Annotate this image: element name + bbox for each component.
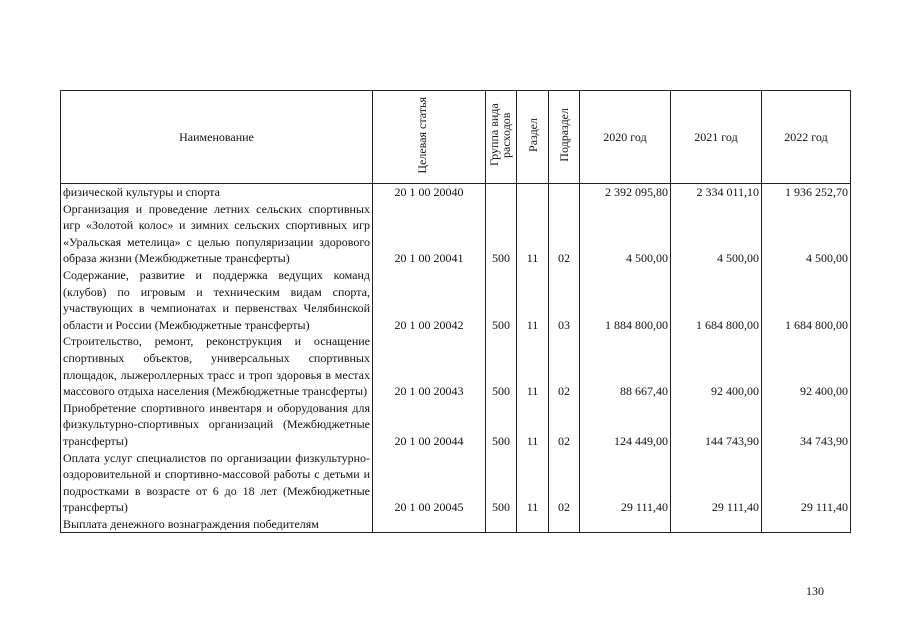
header-2020: 2020 год	[580, 91, 671, 184]
row-subsection-cell: 02	[549, 400, 580, 450]
row-group-cell: 500	[486, 333, 517, 399]
row-group-cell: 500	[486, 450, 517, 516]
row-code-cell: 20 1 00 20041	[373, 201, 486, 267]
row-group-cell	[486, 184, 517, 201]
row-2020-cell: 88 667,40	[580, 333, 671, 399]
row-2021-cell: 4 500,00	[671, 201, 762, 267]
row-2021-cell: 2 334 011,10	[671, 184, 762, 201]
header-name: Наименование	[61, 91, 373, 184]
row-code-cell: 20 1 00 20043	[373, 333, 486, 399]
row-2022-cell: 1 936 252,70	[762, 184, 851, 201]
row-section-cell: 11	[517, 267, 549, 333]
row-group-cell: 500	[486, 400, 517, 450]
row-name-cell: Содержание, развитие и поддержка ведущих команд (клубов) по игровым и техническим видам спорта, участвующих в чемпионатах и первенствах Челябинской области и России (Межбюджетные трансферты)	[61, 267, 373, 333]
budget-table	[60, 90, 851, 533]
header-group: Группа вида расходов	[486, 91, 517, 184]
row-group-cell: 500	[486, 267, 517, 333]
row-section-cell: 11	[517, 333, 549, 399]
header-2021: 2021 год	[671, 91, 762, 184]
table-row	[61, 400, 851, 450]
row-2020-cell: 2 392 095,80	[580, 184, 671, 201]
table-row	[61, 184, 851, 201]
row-group-cell	[486, 516, 517, 533]
row-subsection-cell: 02	[549, 333, 580, 399]
row-2020-cell: 29 111,40	[580, 450, 671, 516]
row-name-cell: физической культуры и спорта	[61, 184, 373, 201]
row-subsection-cell	[549, 516, 580, 533]
row-2021-cell	[671, 516, 762, 533]
table-row	[61, 450, 851, 516]
header-row	[61, 91, 851, 184]
row-subsection-cell	[549, 184, 580, 201]
row-name-cell: Строительство, ремонт, реконструкция и оснащение спортивных объектов, универсальных спортивных площадок, лыжероллерных трасс и троп здоровья в местах массового отдыха населения (Межбюджетные трансферты)	[61, 333, 373, 399]
row-2021-cell: 92 400,00	[671, 333, 762, 399]
row-2022-cell	[762, 516, 851, 533]
table-row	[61, 333, 851, 399]
row-2021-cell: 29 111,40	[671, 450, 762, 516]
row-subsection-cell: 02	[549, 201, 580, 267]
row-2022-cell: 92 400,00	[762, 333, 851, 399]
row-section-cell	[517, 516, 549, 533]
row-code-cell	[373, 516, 486, 533]
row-2021-cell: 1 684 800,00	[671, 267, 762, 333]
header-subsection: Подраздел	[549, 91, 580, 184]
row-2020-cell	[580, 516, 671, 533]
row-2020-cell: 4 500,00	[580, 201, 671, 267]
row-section-cell: 11	[517, 201, 549, 267]
header-target: Целевая статья	[373, 91, 486, 184]
row-section-cell	[517, 184, 549, 201]
row-group-cell: 500	[486, 201, 517, 267]
row-name-cell: Приобретение спортивного инвентаря и оборудования для физкультурно-спортивных организаций (Межбюджетные трансферты)	[61, 400, 373, 450]
table-row	[61, 516, 851, 533]
row-code-cell: 20 1 00 20042	[373, 267, 486, 333]
row-2022-cell: 4 500,00	[762, 201, 851, 267]
row-section-cell: 11	[517, 450, 549, 516]
row-name-cell: Организация и проведение летних сельских спортивных игр «Золотой колос» и зимних сельских спортивных игр «Уральская метелица» с целью популяризации здорового образа жизни (Межбюджетные трансферты)	[61, 201, 373, 267]
header-2022: 2022 год	[762, 91, 851, 184]
row-name-cell: Оплата услуг специалистов по организации физкультурно-оздоровительной и спортивно-массовой работы с детьми и подростками в возрасте от 6 до 18 лет (Межбюджетные трансферты)	[61, 450, 373, 516]
row-name-cell: Выплата денежного вознаграждения победителям	[61, 516, 373, 533]
row-2020-cell: 124 449,00	[580, 400, 671, 450]
row-subsection-cell: 03	[549, 267, 580, 333]
row-2022-cell: 29 111,40	[762, 450, 851, 516]
table-row	[61, 201, 851, 267]
row-code-cell: 20 1 00 20045	[373, 450, 486, 516]
row-subsection-cell: 02	[549, 450, 580, 516]
row-2021-cell: 144 743,90	[671, 400, 762, 450]
row-code-cell: 20 1 00 20044	[373, 400, 486, 450]
table-row	[61, 267, 851, 333]
row-section-cell: 11	[517, 400, 549, 450]
row-2022-cell: 1 684 800,00	[762, 267, 851, 333]
header-section: Раздел	[517, 91, 549, 184]
row-2020-cell: 1 884 800,00	[580, 267, 671, 333]
row-code-cell: 20 1 00 20040	[373, 184, 486, 201]
page-number: 130	[806, 584, 824, 598]
row-2022-cell: 34 743,90	[762, 400, 851, 450]
